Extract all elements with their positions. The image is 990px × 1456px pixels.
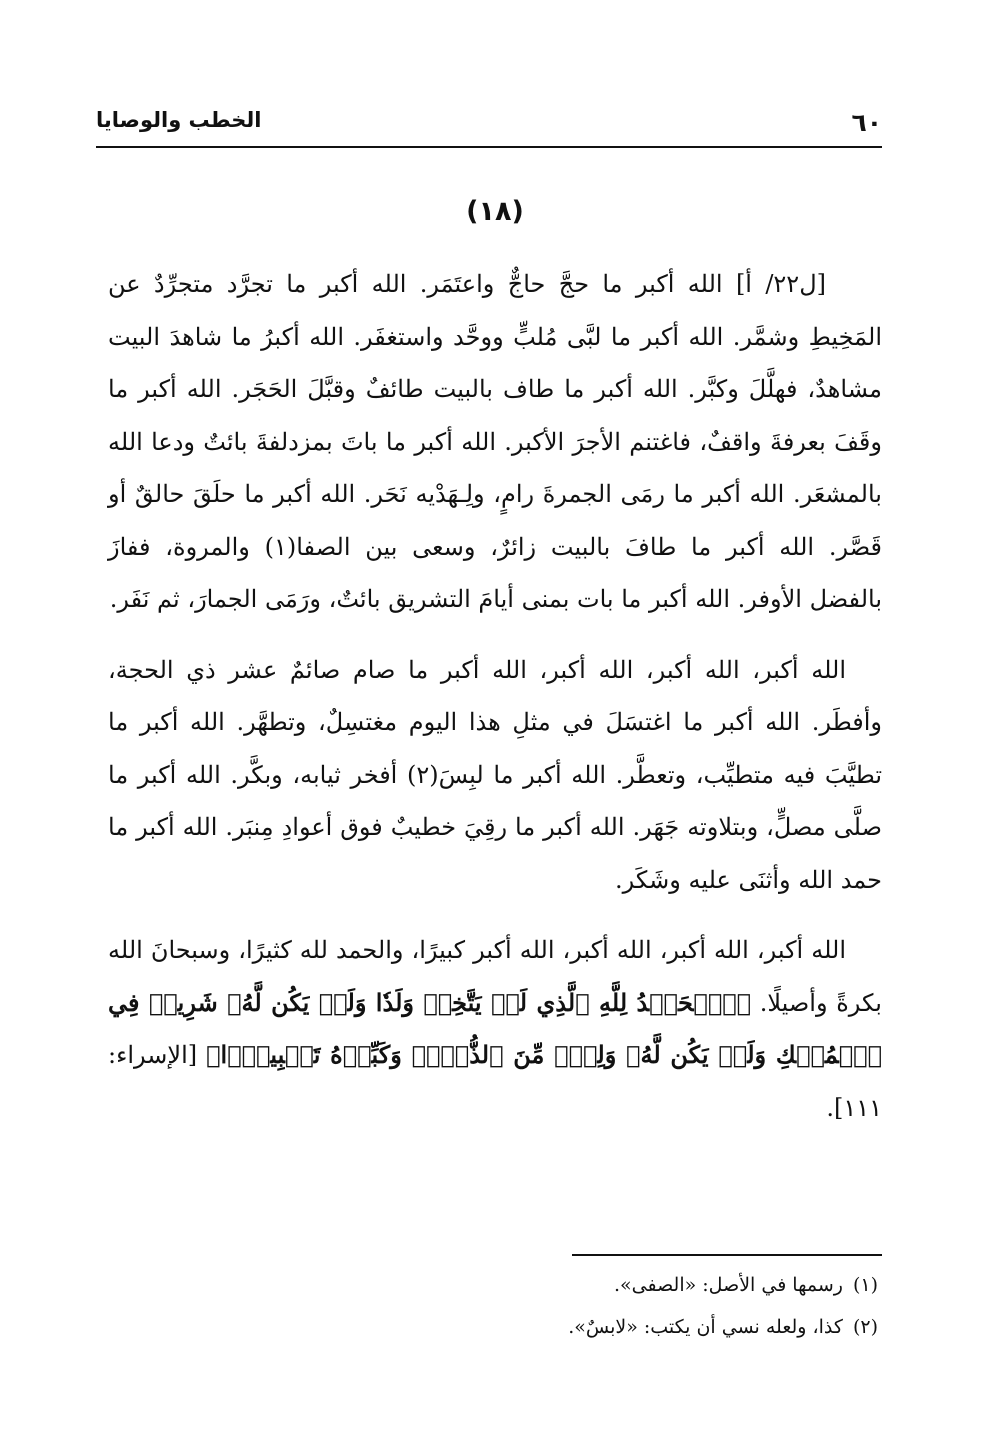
footnote-text: كذا، ولعله نسي أن يكتب: «لابسٌ». [568,1316,843,1338]
verse-citation: [الإسراء: ١١١]. [108,1041,882,1122]
running-title: الخطب والوصايا [96,108,262,132]
paragraph-3-intro: الله أكبر، الله أكبر، الله أكبر، الله أكبر كبيرًا، والحمد لله كثيرًا، وسبحانَ الله بكرةً وأصيلًا. [108,936,882,1017]
page-header [96,108,882,144]
paragraph-2: الله أكبر، الله أكبر، الله أكبر، الله أكبر ما صام صائمٌ عشر ذي الحجة، وأفطَر. الله أكبر ما اغتسَلَ في مثلِ هذا اليوم مغتسِلٌ، وتطهَّر. الله أكبر ما تطيَّبَ فيه متطيِّب، وتعطَّر. الله أكبر ما لبِسَ(٢) أفخر ثيابه، وبكَّر. الله أكبر ما صلَّى مصلٍّ، وبتلاوته جَهَر. الله أكبر ما رقِيَ خطيبٌ فوق أعوادِ مِنبَر. الله أكبر ما حمد الله وأثنَى عليه وشَكَر. [108,655,883,894]
footnote-2 [300,1306,878,1348]
paragraph-1: [ل٢٢/ أ] الله أكبر ما حجَّ حاجٌّ واعتَمَر. الله أكبر ما تجرَّد متجرِّدٌ عن المَخِيطِ وشمَّر. الله أكبر ما لبَّى مُلبٍّ ووحَّد واستغفَر. الله أكبرُ ما شاهدَ البيت مشاهدٌ، فهلَّلَ وكبَّر. الله أكبر ما طاف بالبيت طائفٌ وقبَّلَ الحَجَر. الله أكبر ما وقَفَ بعرفةَ واقفٌ، فاغتنم الأجرَ الأكبر. الله أكبر ما باتَ بمزدلفةَ بائتٌ ودعا الله بالمشعَر. الله أكبر ما رمَى الجمرةَ رامٍ، ولِـهَدْيه نَحَر. الله أكبر ما حلَقَ حالقٌ أو قَصَّر. الله أكبر ما طافَ بالبيت زائرٌ، وسعى بين الصفا(١) والمروة، ففازَ بالفضل الأوفر. الله أكبر ما بات بمنى أيامَ التشريق بائتٌ، ورَمَى الجمارَ، ثم نَفَر. [108,270,883,613]
footnote-text: رسمها في الأصل: «الصفى». [613,1274,843,1296]
quran-verse: ﴿ٱلۡحَمۡدُ لِلَّهِ ٱلَّذِي لَمۡ يَتَّخِذۡ وَلَدٗا وَلَمۡ يَكُن لَّهُۥ شَرِيكٞ فِي ٱلۡمُلۡكِ وَلَمۡ يَكُن لَّهُۥ وَلِيّٞ مِّنَ ٱلذُّلِّۖ وَكَبِّرۡهُ تَكۡبِيرَۢا﴾ [108,987,882,1069]
footnote-1 [300,1264,878,1306]
body-text [108,258,882,1152]
footnote-number: (١) [852,1274,878,1296]
page-number: ٦٠ [851,108,882,137]
paragraph-3 [108,924,882,1134]
footnote-divider [572,1254,882,1256]
header-divider [96,146,882,148]
footnote-number: (٢) [852,1316,878,1338]
section-number: (١٨) [466,196,524,227]
footnotes [300,1264,878,1348]
